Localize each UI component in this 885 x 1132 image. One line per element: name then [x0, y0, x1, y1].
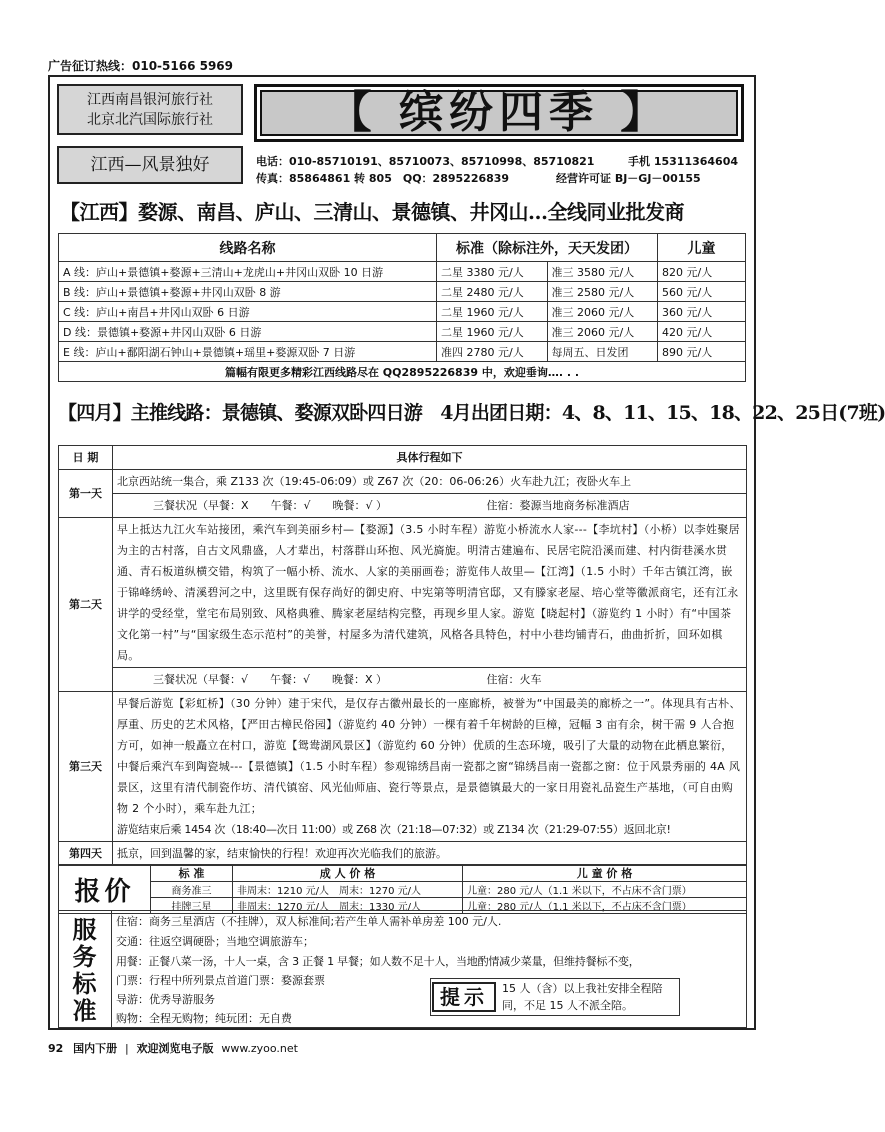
contact-phone: 电话：010-85710191、85710073、85710998、85710821	[256, 155, 595, 168]
ad-hotline: 广告征订热线：010-5166 5969	[48, 59, 234, 73]
route-price-2: 准三 2060 元/人	[547, 302, 658, 322]
itinerary-header-day: 日 期	[59, 446, 113, 470]
day-1-meals-row	[113, 494, 747, 518]
agency-name-2: 北京北汽国际旅行社	[87, 112, 213, 128]
service-label-char: 服	[72, 915, 97, 944]
route-name: A 线：庐山+景德镇+婺源+三清山+龙虎山+井冈山双卧 10 日游	[59, 262, 437, 282]
service-transport: 交通：往返空调硬卧；当地空调旅游车；	[116, 935, 314, 948]
day-2-plan: 早上抵达九江火车站接团，乘汽车到美丽乡村—【婺源】（3.5 小时车程）游览小桥流水人家---【李坑村】（小桥）以李姓聚居为主的古村落，自古文风鼎盛，人才辈出，村落群山环抱、风光旖旎。明清古建遍布、民居宅院沿溪而建、村内街巷溪水贯通、青石板道纵横交错，构筑了一幅小桥、流水、人家的美丽画卷；游览伟人故里—【江湾】（1.5 小时）千年古镇江湾，嵌于锦峰绣岭、清溪碧河之中，这里既有保存尚好的御史府、中宪第等明清官邸，又有滕家老屋、培心堂等徽派商宅，还有江永讲学的受经堂，堂宅布局别致、风格典雅、腾家老屋结构完整，再现乡里人家。游览【晓起村】（游览约 1 小时）有“中国茶文化第一村”与“国家级生态示范村”的美誉，村屋多为清代建筑，风格各具特色，村中小巷均铺青石，曲曲折折，回环如棋局。	[113, 518, 747, 668]
routes-header-child: 儿童	[658, 234, 746, 262]
route-child-price: 560 元/人	[658, 282, 746, 302]
day-1-stay: 住宿：婺源当地商务标准酒店	[486, 499, 630, 512]
route-price-1: 二星 1960 元/人	[437, 322, 548, 342]
route-child-price: 420 元/人	[658, 322, 746, 342]
service-stay: 住宿：商务三星酒店（不挂牌），双人标准间;若产生单人需补单房差 100 元/人.	[116, 915, 502, 928]
day-4-plan: 抵京，回到温馨的家，结束愉快的行程！欢迎再次光临我们的旅游。	[113, 842, 747, 866]
table-row	[59, 262, 746, 282]
pricing-table	[58, 864, 747, 914]
pricing-standard: 商务准三	[151, 882, 233, 898]
route-name: E 线：庐山+鄱阳湖石钟山+景德镇+瑶里+婺源双卧 7 日游	[59, 342, 437, 362]
route-price-1: 准四 2780 元/人	[437, 342, 548, 362]
day-1-label: 第一天	[59, 470, 113, 518]
pricing-header-child: 儿 童 价 格	[463, 865, 747, 882]
day-3-plan: 早餐后游览【彩虹桥】（30 分钟）建于宋代，是仅存古徽州最长的一座廊桥，被誉为“中国最美的廊桥之一”。体现具有古朴、厚重、历史的艺术风格，【严田古樟民俗园】（游览约 40 分钟）一棵有着千年树龄的巨樟，冠幅 3 亩有余，树干需 9 人合抱方可，如神一般矗立在村口，游览【鸳鸯湖风景区】（游览约 60 分钟）优质的生态环境，吸引了大量的动物在此栖息繁衍，中餐后乘汽车到陶瓷城---【景德镇】（1.5 小时车程）参观锦绣昌南一瓷都之窗“锦绣昌南一瓷都之窗：位于风景秀丽的 4A 风景区，这里有清代制瓷作坊、清代镇窑、风光仙师庙、瓷行等景点，是景德镇最大的一家日用瓷礼品瓷生产基地，（可自由购物 2 个小时），乘车赴九江；	[117, 697, 741, 815]
itinerary-header-plan: 具体行程如下	[113, 446, 747, 470]
routes-table	[58, 233, 746, 382]
table-row	[59, 342, 746, 362]
service-label-char: 务	[72, 942, 97, 971]
day-1-meals: 三餐状况（早餐：X 午餐：√ 晚餐：√ ）	[153, 499, 388, 512]
tip-label: 提示	[432, 982, 496, 1012]
service-shopping: 购物：全程无购物；纯玩团：无自费	[116, 1012, 292, 1025]
service-meals: 用餐：正餐八菜一汤，十人一桌，含 3 正餐 1 早餐；如人数不足十人，当地酌情减少菜量，但维持餐标不变，	[116, 955, 640, 968]
service-label	[58, 910, 112, 1028]
route-price-2: 准三 3580 元/人	[547, 262, 658, 282]
route-child-price: 820 元/人	[658, 262, 746, 282]
footer-slogan: 欢迎浏览电子版	[136, 1042, 214, 1055]
day-2-label: 第二天	[59, 518, 113, 692]
footer-divider: |	[125, 1042, 129, 1055]
route-price-2: 每周五、日发团	[547, 342, 658, 362]
license-number: 经营许可证 BJ－GJ－00155	[556, 172, 701, 185]
service-label-char: 准	[72, 996, 97, 1025]
table-row	[59, 302, 746, 322]
service-tickets: 门票：行程中所列景点首道门票：婺源套票	[116, 974, 325, 987]
day-3-return: 游览结束后乘 1454 次（18:40—次日 11:00）或 Z68 次（21:18—07:32）或 Z134 次（21:29-07:55）返回北京!	[117, 823, 671, 836]
contact-mobile: 手机 15311364604	[628, 155, 739, 168]
route-price-1: 二星 3380 元/人	[437, 262, 548, 282]
pricing-adult: 非周末：1210 元/人 周末：1270 元/人	[233, 882, 463, 898]
day-1-plan: 北京西站统一集合，乘 Z133 次（19:45-06:09）或 Z67 次（20：06-06:26）火车赴九江；夜卧火车上	[113, 470, 747, 494]
pricing-label: 报价	[59, 865, 151, 914]
day-3-label: 第三天	[59, 692, 113, 842]
route-price-2: 准三 2060 元/人	[547, 322, 658, 342]
day-2-stay: 住宿：火车	[486, 673, 542, 686]
itinerary-table	[58, 445, 747, 866]
service-guide: 导游：优秀导游服务	[116, 993, 215, 1006]
footer-section: 国内下册	[73, 1042, 118, 1055]
day-3-cell	[113, 692, 747, 842]
routes-header-standard: 标准（除标注外，天天发团）	[437, 234, 658, 262]
pricing-header-standard: 标 准	[151, 865, 233, 882]
service-label-char: 标	[72, 969, 97, 998]
route-price-1: 二星 1960 元/人	[437, 302, 548, 322]
route-name: B 线：庐山+景德镇+婺源+井冈山双卧 8 游	[59, 282, 437, 302]
route-child-price: 360 元/人	[658, 302, 746, 322]
day-2-meals-row	[113, 668, 747, 692]
route-child-price: 890 元/人	[658, 342, 746, 362]
slogan: 江西—风景独好	[57, 146, 243, 184]
footer-site: www.zyoo.net	[221, 1042, 298, 1055]
page-number: 92	[48, 1042, 64, 1055]
agency-names	[57, 84, 243, 135]
tip-text: 15 人（含）以上我社安排全程陪同，不足 15 人不派全陪。	[502, 982, 663, 1012]
pricing-child: 儿童：280 元/人（1.1 米以下，不占床不含门票）	[463, 898, 747, 914]
day-4-label: 第四天	[59, 842, 113, 866]
featured-route: 【四月】主推线路：景德镇、婺源双卧四日游 4月出团日期：4、8、11、15、18、22、25日(7班)	[58, 402, 885, 424]
route-price-2: 准三 2580 元/人	[547, 282, 658, 302]
pricing-child: 儿童：280 元/人（1.1 米以下，不占床不含门票）	[463, 882, 747, 898]
agency-name-1: 江西南昌银河旅行社	[87, 92, 213, 108]
pricing-header-adult: 成 人 价 格	[233, 865, 463, 882]
footer	[48, 1040, 298, 1056]
table-row	[59, 322, 746, 342]
table-row	[59, 882, 747, 898]
pricing-standard: 挂牌三星	[151, 898, 233, 914]
route-name: C 线：庐山+南昌+井冈山双卧 6 日游	[59, 302, 437, 322]
banner-title: 【 缤纷四季 】	[254, 84, 744, 142]
routes-header-name: 线路名称	[59, 234, 437, 262]
table-row	[59, 282, 746, 302]
contact-fax: 传真：85864861 转 805 QQ：2895226839	[256, 172, 510, 185]
pricing-adult: 非周末：1270 元/人 周末：1330 元/人	[233, 898, 463, 914]
day-2-meals: 三餐状况（早餐：√ 午餐：√ 晚餐：X ）	[153, 673, 388, 686]
route-price-1: 二星 2480 元/人	[437, 282, 548, 302]
route-name: D 线：景德镇+婺源+井冈山双卧 6 日游	[59, 322, 437, 342]
routes-note: 篇幅有限更多精彩江西线路尽在 QQ2895226839 中，欢迎垂询…. . .	[59, 362, 746, 382]
headline: 【江西】婺源、南昌、庐山、三清山、景德镇、井冈山…全线同业批发商	[60, 200, 684, 224]
